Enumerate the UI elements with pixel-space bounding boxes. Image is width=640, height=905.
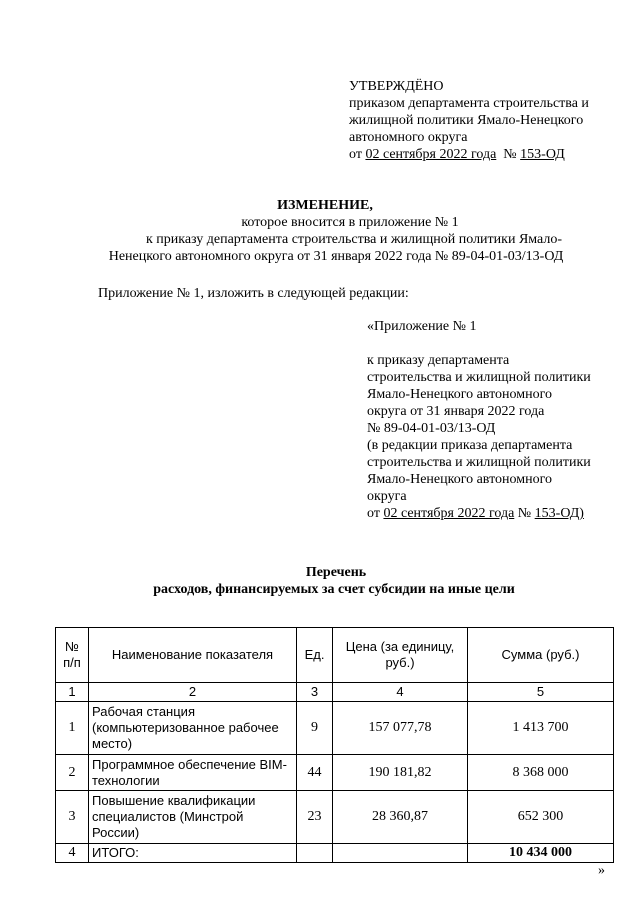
total-num: 4 bbox=[56, 844, 89, 863]
table-total-row bbox=[56, 844, 614, 863]
appendix-line: № 89-04-01-03/13-ОД bbox=[367, 421, 496, 436]
total-price-empty bbox=[333, 844, 468, 863]
header-price: Цена (за единицу, руб.) bbox=[333, 628, 468, 683]
header-sum: Сумма (руб.) bbox=[468, 628, 614, 683]
index-cell: 5 bbox=[468, 683, 614, 702]
row-name: Рабочая станция (компьютеризованное рабочее место) bbox=[89, 702, 297, 755]
appendix-line: (в редакции приказа департамента bbox=[367, 438, 573, 453]
row-sum: 652 300 bbox=[468, 791, 614, 844]
approval-number: 153-ОД bbox=[520, 147, 565, 162]
row-unit: 44 bbox=[297, 755, 333, 791]
row-name: Программное обеспечение BIM-технологии bbox=[89, 755, 297, 791]
approval-line: приказом департамента строительства и bbox=[349, 96, 589, 111]
table-index-row bbox=[56, 683, 614, 702]
table-header-row bbox=[56, 628, 614, 683]
appendix-line: округа bbox=[367, 489, 407, 504]
appendix-title: «Приложение № 1 bbox=[367, 319, 477, 334]
list-title-line: расходов, финансируемых за счет субсидии на иные цели bbox=[153, 582, 515, 597]
row-unit: 9 bbox=[297, 702, 333, 755]
appendix-line: Ямало-Ненецкого автономного bbox=[367, 472, 552, 487]
heading-line: Ненецкого автономного округа от 31 января 2022 года № 89-04-01-03/13-ОД bbox=[108, 249, 564, 264]
index-cell: 4 bbox=[333, 683, 468, 702]
row-unit: 23 bbox=[297, 791, 333, 844]
appendix-date-line bbox=[367, 505, 584, 522]
appendix-line: строительства и жилищной политики bbox=[367, 455, 591, 470]
index-cell: 1 bbox=[56, 683, 89, 702]
instruction-text: Приложение № 1, изложить в следующей редакции: bbox=[98, 286, 409, 301]
row-num: 1 bbox=[56, 702, 89, 755]
header-num: № п/п bbox=[56, 628, 89, 683]
appendix-line: округа от 31 января 2022 года bbox=[367, 404, 545, 419]
appendix-line: Ямало-Ненецкого автономного bbox=[367, 387, 552, 402]
approval-line: автономного округа bbox=[349, 130, 468, 145]
closing-quote: » bbox=[598, 863, 605, 878]
approval-date-prefix: от bbox=[349, 147, 366, 162]
total-unit-empty bbox=[297, 844, 333, 863]
row-name: Повышение квалификации специалистов (Минстрой России) bbox=[89, 791, 297, 844]
row-price: 28 360,87 bbox=[333, 791, 468, 844]
approval-date-line bbox=[349, 146, 565, 163]
row-num: 3 bbox=[56, 791, 89, 844]
row-price: 190 181,82 bbox=[333, 755, 468, 791]
appendix-number: 153-ОД) bbox=[534, 506, 584, 521]
header-unit: Ед. bbox=[297, 628, 333, 683]
appendix-date: 02 сентября 2022 года bbox=[383, 506, 515, 521]
table-row bbox=[56, 755, 614, 791]
approval-line: жилищной политики Ямало-Ненецкого bbox=[349, 113, 584, 128]
row-sum: 8 368 000 bbox=[468, 755, 614, 791]
index-cell: 3 bbox=[297, 683, 333, 702]
approval-number-prefix: № bbox=[503, 147, 521, 162]
expenses-table bbox=[55, 627, 614, 863]
heading-title: ИЗМЕНЕНИЕ, bbox=[277, 198, 373, 213]
total-label: ИТОГО: bbox=[89, 844, 297, 863]
row-num: 2 bbox=[56, 755, 89, 791]
approval-title: УТВЕРЖДЁНО bbox=[349, 79, 444, 94]
heading-line: которое вносится в приложение № 1 bbox=[241, 215, 459, 230]
appendix-number-prefix: № bbox=[514, 506, 535, 521]
list-title-line: Перечень bbox=[305, 565, 367, 580]
approval-date: 02 сентября 2022 года bbox=[365, 147, 497, 162]
total-sum: 10 434 000 bbox=[468, 844, 614, 863]
header-name: Наименование показателя bbox=[89, 628, 297, 683]
appendix-line: к приказу департамента bbox=[367, 353, 510, 368]
table-row bbox=[56, 702, 614, 755]
appendix-line: строительства и жилищной политики bbox=[367, 370, 591, 385]
row-sum: 1 413 700 bbox=[468, 702, 614, 755]
index-cell: 2 bbox=[89, 683, 297, 702]
heading-line: к приказу департамента строительства и жилищной политики Ямало- bbox=[145, 232, 563, 247]
row-price: 157 077,78 bbox=[333, 702, 468, 755]
table-row bbox=[56, 791, 614, 844]
appendix-date-prefix: от bbox=[367, 506, 384, 521]
